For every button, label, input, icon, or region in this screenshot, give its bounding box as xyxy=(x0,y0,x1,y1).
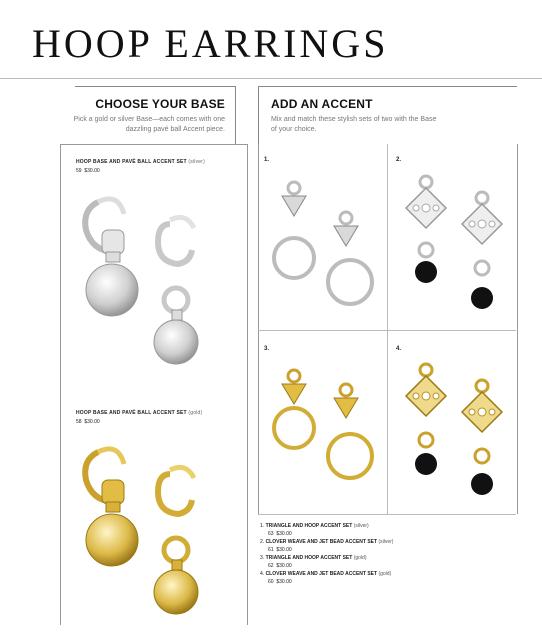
accent-number-2: 2. xyxy=(396,157,402,163)
legend-num: 1. xyxy=(260,523,265,529)
legend-price-line xyxy=(260,546,510,554)
accent-number-1: 1. xyxy=(264,157,270,163)
legend-name: TRIANGLE AND HOOP ACCENT SET xyxy=(265,555,353,561)
title-divider xyxy=(0,78,542,79)
legend-num: 3. xyxy=(260,555,265,561)
legend-num: 4. xyxy=(260,571,265,577)
accent-heading: ADD AN ACCENT xyxy=(271,97,373,111)
legend-code: 62 xyxy=(268,563,274,569)
gold-hoop-earring-image[interactable] xyxy=(78,440,198,640)
legend-code: 61 xyxy=(268,547,274,553)
legend-price: $30.00 xyxy=(276,547,292,553)
legend-name: CLOVER WEAVE AND JET BEAD ACCENT SET xyxy=(265,571,378,577)
accent-silver-triangle-hoop-image[interactable] xyxy=(268,180,378,310)
legend-name: CLOVER WEAVE AND JET BEAD ACCENT SET xyxy=(265,539,378,545)
legend-name: TRIANGLE AND HOOP ACCENT SET xyxy=(265,523,353,529)
legend-item[interactable] xyxy=(260,538,510,546)
product-gold-price: $30.00 xyxy=(84,419,100,425)
legend-price-line xyxy=(260,530,510,538)
product-gold-variant: (gold) xyxy=(188,410,203,416)
legend-item[interactable] xyxy=(260,554,510,562)
accent-gold-triangle-hoop-image[interactable] xyxy=(268,368,378,498)
legend-variant: (silver) xyxy=(378,539,394,545)
page-title: HOOP EARRINGS xyxy=(32,21,389,66)
accent-legend xyxy=(260,522,510,586)
product-silver-label[interactable] xyxy=(76,159,205,165)
accent-number-4: 4. xyxy=(396,346,402,352)
legend-variant: (gold) xyxy=(378,571,392,577)
legend-price: $30.00 xyxy=(276,531,292,537)
legend-num: 2. xyxy=(260,539,265,545)
product-gold-price-line xyxy=(76,419,100,425)
product-silver-variant: (silver) xyxy=(188,159,205,165)
product-gold-label[interactable] xyxy=(76,410,202,416)
legend-price-line xyxy=(260,562,510,570)
accent-number-3: 3. xyxy=(264,346,270,352)
legend-price: $30.00 xyxy=(276,579,292,585)
base-heading: CHOOSE YOUR BASE xyxy=(95,97,225,111)
legend-variant: (gold) xyxy=(353,555,367,561)
accent-silver-clover-jet-image[interactable] xyxy=(398,172,508,312)
grid-divider-bottom xyxy=(258,514,516,515)
accent-gold-clover-jet-image[interactable] xyxy=(398,360,508,500)
legend-code: 60 xyxy=(268,579,274,585)
accent-blurb: Mix and match these stylish sets of two with the Base of your choice. xyxy=(271,116,437,133)
grid-divider-vertical xyxy=(387,144,388,514)
legend-price: $30.00 xyxy=(276,563,292,569)
product-gold-code: 58 xyxy=(76,419,82,425)
legend-variant: (silver) xyxy=(353,523,369,529)
product-silver-code: 59 xyxy=(76,168,82,174)
legend-code: 63 xyxy=(268,531,274,537)
base-blurb: Pick a gold or silver Base—each comes with one dazzling pavé ball Accent piece. xyxy=(73,116,225,133)
legend-item[interactable] xyxy=(260,522,510,530)
silver-hoop-earring-image[interactable] xyxy=(78,190,198,390)
product-silver-price: $30.00 xyxy=(84,168,100,174)
legend-price-line xyxy=(260,578,510,586)
base-section-header xyxy=(75,86,236,145)
grid-divider-horizontal xyxy=(258,330,516,331)
legend-item[interactable] xyxy=(260,570,510,578)
product-silver-name: HOOP BASE AND PAVÉ BALL ACCENT SET xyxy=(76,159,187,165)
product-silver-price-line xyxy=(76,168,100,174)
product-gold-name: HOOP BASE AND PAVÉ BALL ACCENT SET xyxy=(76,410,187,416)
accent-section-header xyxy=(258,86,517,145)
